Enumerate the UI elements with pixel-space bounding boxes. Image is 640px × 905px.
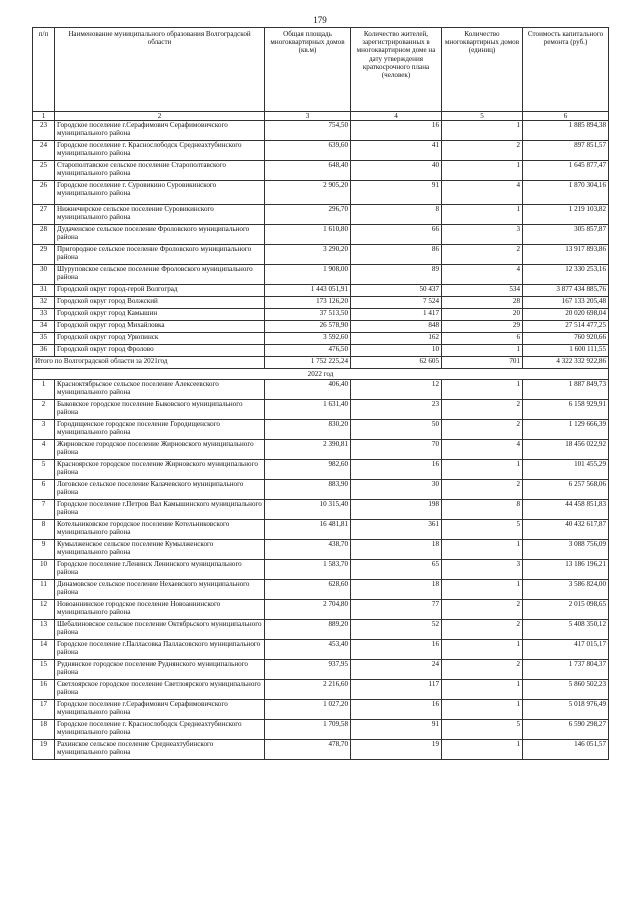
total-cost: 4 322 332 922,86 — [523, 357, 609, 369]
row-houses: 28 — [442, 297, 523, 309]
table-row — [33, 265, 609, 285]
row-area: 1 908,00 — [265, 265, 351, 285]
row-cost: 3 088 756,09 — [523, 540, 609, 560]
row-name: Старополтавское сельское поселение Старополтавского муниципального района — [55, 161, 265, 181]
row-cost: 1 870 304,16 — [523, 181, 609, 205]
row-houses: 2 — [442, 660, 523, 680]
row-residents: 86 — [351, 245, 442, 265]
row-residents: 16 — [351, 640, 442, 660]
row-residents: 18 — [351, 580, 442, 600]
row-name: Городское поселение г. Краснослободск Среднеахтубинского муниципального района — [55, 720, 265, 740]
row-name: Городское поселение г.Палласовка Палласовского муниципального района — [55, 640, 265, 660]
row-name: Городское поселение г.Петров Вал Камышинского муниципального района — [55, 500, 265, 520]
row-houses: 29 — [442, 321, 523, 333]
row-cost: 13 917 893,86 — [523, 245, 609, 265]
row-area: 10 315,40 — [265, 500, 351, 520]
header-houses: Количество многоквартирных домов (единиц) — [442, 28, 523, 112]
row-index: 26 — [33, 181, 55, 205]
row-residents: 8 — [351, 205, 442, 225]
header-row — [33, 28, 609, 112]
row-residents: 24 — [351, 660, 442, 680]
row-houses: 3 — [442, 225, 523, 245]
row-area: 2 704,80 — [265, 600, 351, 620]
row-index: 33 — [33, 309, 55, 321]
row-name: Рахинское сельское поселение Среднеахтубинского муниципального района — [55, 740, 265, 760]
row-cost: 44 458 851,83 — [523, 500, 609, 520]
row-index: 8 — [33, 520, 55, 540]
table-row — [33, 181, 609, 205]
row-name: Красноктябрьское сельское поселение Алексеевского муниципального района — [55, 380, 265, 400]
row-residents: 30 — [351, 480, 442, 500]
table-row — [33, 321, 609, 333]
row-name: Шуруповское сельское поселение Фроловского муниципального района — [55, 265, 265, 285]
row-area: 296,70 — [265, 205, 351, 225]
row-area: 1 027,20 — [265, 700, 351, 720]
table-row — [33, 720, 609, 740]
row-area: 883,90 — [265, 480, 351, 500]
column-number: 4 — [351, 112, 442, 121]
row-residents: 16 — [351, 460, 442, 480]
row-area: 453,40 — [265, 640, 351, 660]
row-area: 2 216,60 — [265, 680, 351, 700]
row-houses: 4 — [442, 440, 523, 460]
row-area: 3 592,60 — [265, 333, 351, 345]
row-houses: 534 — [442, 285, 523, 297]
row-index: 35 — [33, 333, 55, 345]
row-name: Жирновское городское поселение Жирновского муниципального района — [55, 440, 265, 460]
row-cost: 18 456 022,92 — [523, 440, 609, 460]
row-index: 23 — [33, 121, 55, 141]
table-row — [33, 225, 609, 245]
row-cost: 417 015,17 — [523, 640, 609, 660]
row-name: Пригородное сельское поселение Фроловского муниципального района — [55, 245, 265, 265]
row-cost: 1 129 666,39 — [523, 420, 609, 440]
row-houses: 1 — [442, 540, 523, 560]
table-row — [33, 500, 609, 520]
row-houses: 4 — [442, 265, 523, 285]
column-number: 1 — [33, 112, 55, 121]
row-houses: 1 — [442, 121, 523, 141]
row-name: Городское поселение г. Суровикино Суровикинского муниципального района — [55, 181, 265, 205]
row-area: 1 443 051,91 — [265, 285, 351, 297]
table-row — [33, 297, 609, 309]
row-index: 6 — [33, 480, 55, 500]
row-name: Городской округ город Камышин — [55, 309, 265, 321]
row-residents: 18 — [351, 540, 442, 560]
row-houses: 2 — [442, 620, 523, 640]
table-row — [33, 245, 609, 265]
row-houses: 1 — [442, 580, 523, 600]
row-cost: 6 590 298,27 — [523, 720, 609, 740]
header-residents: Количество жителей, зарегистрированных в многоквартирном доме на дату утверждения краткосрочного плана (человек) — [351, 28, 442, 112]
table-row — [33, 680, 609, 700]
row-index: 7 — [33, 500, 55, 520]
row-name: Быковское городское поселение Быковского муниципального района — [55, 400, 265, 420]
row-houses: 8 — [442, 500, 523, 520]
row-residents: 117 — [351, 680, 442, 700]
row-index: 15 — [33, 660, 55, 680]
row-index: 29 — [33, 245, 55, 265]
row-cost: 146 051,57 — [523, 740, 609, 760]
table-row — [33, 420, 609, 440]
row-residents: 91 — [351, 181, 442, 205]
row-area: 639,60 — [265, 141, 351, 161]
row-area: 648,40 — [265, 161, 351, 181]
row-houses: 2 — [442, 141, 523, 161]
row-residents: 848 — [351, 321, 442, 333]
row-name: Городское поселение г.Серафимович Серафимовичского муниципального района — [55, 121, 265, 141]
row-cost: 760 920,66 — [523, 333, 609, 345]
row-name: Городское поселение г.Серафимович Серафимовичского муниципального района — [55, 700, 265, 720]
table-row — [33, 205, 609, 225]
row-index: 13 — [33, 620, 55, 640]
column-number: 6 — [523, 112, 609, 121]
row-index: 34 — [33, 321, 55, 333]
row-residents: 89 — [351, 265, 442, 285]
row-residents: 1 417 — [351, 309, 442, 321]
row-cost: 167 133 205,48 — [523, 297, 609, 309]
row-houses: 6 — [442, 333, 523, 345]
rows-2021 — [33, 121, 609, 357]
header-name: Наименование муниципального образования Волгоградской области — [55, 28, 265, 112]
row-index: 24 — [33, 141, 55, 161]
row-index: 16 — [33, 680, 55, 700]
row-name: Городской округ город Волжский — [55, 297, 265, 309]
table-row — [33, 660, 609, 680]
row-index: 25 — [33, 161, 55, 181]
table-row — [33, 440, 609, 460]
row-name: Динамовское сельское поселение Нехаевского муниципального района — [55, 580, 265, 600]
total-2021-row — [33, 357, 609, 369]
table-row — [33, 620, 609, 640]
table-row — [33, 400, 609, 420]
table-row — [33, 460, 609, 480]
row-houses: 2 — [442, 420, 523, 440]
row-residents: 19 — [351, 740, 442, 760]
row-area: 37 513,50 — [265, 309, 351, 321]
column-number-row — [33, 112, 609, 121]
row-cost: 6 257 568,06 — [523, 480, 609, 500]
column-number: 5 — [442, 112, 523, 121]
row-residents: 361 — [351, 520, 442, 540]
row-cost: 20 020 698,04 — [523, 309, 609, 321]
row-houses: 1 — [442, 640, 523, 660]
row-name: Городской округ город Урюпинск — [55, 333, 265, 345]
table-row — [33, 640, 609, 660]
header-cost: Стоимость капитального ремонта (руб.) — [523, 28, 609, 112]
row-index: 18 — [33, 720, 55, 740]
row-houses: 1 — [442, 161, 523, 181]
row-index: 1 — [33, 380, 55, 400]
row-cost: 27 514 477,25 — [523, 321, 609, 333]
row-area: 2 905,20 — [265, 181, 351, 205]
row-cost: 3 877 434 885,76 — [523, 285, 609, 297]
row-index: 11 — [33, 580, 55, 600]
row-area: 889,20 — [265, 620, 351, 640]
row-cost: 40 432 617,87 — [523, 520, 609, 540]
row-residents: 198 — [351, 500, 442, 520]
row-index: 28 — [33, 225, 55, 245]
row-area: 1 709,58 — [265, 720, 351, 740]
row-index: 2 — [33, 400, 55, 420]
row-residents: 91 — [351, 720, 442, 740]
rows-2022 — [33, 380, 609, 760]
total-label: Итого по Волгоградской области за 2021год — [33, 357, 265, 369]
row-cost: 5 018 976,49 — [523, 700, 609, 720]
row-index: 4 — [33, 440, 55, 460]
row-residents: 7 524 — [351, 297, 442, 309]
row-cost: 2 015 098,65 — [523, 600, 609, 620]
row-cost: 897 851,57 — [523, 141, 609, 161]
row-residents: 16 — [351, 700, 442, 720]
row-index: 31 — [33, 285, 55, 297]
row-houses: 1 — [442, 460, 523, 480]
table-row — [33, 309, 609, 321]
row-residents: 16 — [351, 121, 442, 141]
total-area: 1 752 225,24 — [265, 357, 351, 369]
row-name: Городской округ город Фролово — [55, 345, 265, 357]
row-index: 3 — [33, 420, 55, 440]
row-index: 5 — [33, 460, 55, 480]
row-index: 17 — [33, 700, 55, 720]
row-name: Котельниковское городское поселение Котельниковского муниципального района — [55, 520, 265, 540]
row-cost: 305 857,87 — [523, 225, 609, 245]
row-index: 27 — [33, 205, 55, 225]
row-area: 406,40 — [265, 380, 351, 400]
row-residents: 66 — [351, 225, 442, 245]
row-residents: 50 437 — [351, 285, 442, 297]
row-name: Городское поселение г.Ленинск Ленинского муниципального района — [55, 560, 265, 580]
page-number: 179 — [313, 15, 327, 25]
row-name: Светлоярское городское поселение Светлоярского муниципального района — [55, 680, 265, 700]
table-row — [33, 333, 609, 345]
row-residents: 162 — [351, 333, 442, 345]
capital-repair-table — [32, 27, 609, 760]
table-row — [33, 121, 609, 141]
row-name: Руднянское городское поселение Руднянского муниципального района — [55, 660, 265, 680]
table-row — [33, 580, 609, 600]
header-area: Общая площадь многоквартирных домов (кв.м) — [265, 28, 351, 112]
row-residents: 40 — [351, 161, 442, 181]
row-cost: 6 158 929,91 — [523, 400, 609, 420]
row-cost: 1 645 877,47 — [523, 161, 609, 181]
total-residents: 62 605 — [351, 357, 442, 369]
table-row — [33, 380, 609, 400]
row-name: Городской округ город-герой Волгоград — [55, 285, 265, 297]
row-residents: 12 — [351, 380, 442, 400]
row-area: 173 126,20 — [265, 297, 351, 309]
row-index: 36 — [33, 345, 55, 357]
row-area: 937,95 — [265, 660, 351, 680]
row-residents: 23 — [351, 400, 442, 420]
row-name: Кумылженское сельское поселение Кумылженского муниципального района — [55, 540, 265, 560]
table-row — [33, 345, 609, 357]
row-residents: 50 — [351, 420, 442, 440]
row-cost: 1 600 111,55 — [523, 345, 609, 357]
table-row — [33, 161, 609, 181]
row-residents: 41 — [351, 141, 442, 161]
row-name: Шебалиновское сельское поселение Октябрьского муниципального района — [55, 620, 265, 640]
row-houses: 1 — [442, 345, 523, 357]
row-area: 1 631,40 — [265, 400, 351, 420]
row-area: 982,60 — [265, 460, 351, 480]
table-row — [33, 740, 609, 760]
row-index: 19 — [33, 740, 55, 760]
row-area: 628,60 — [265, 580, 351, 600]
row-index: 32 — [33, 297, 55, 309]
row-houses: 5 — [442, 520, 523, 540]
row-area: 2 390,81 — [265, 440, 351, 460]
row-houses: 20 — [442, 309, 523, 321]
row-cost: 1 887 849,73 — [523, 380, 609, 400]
row-cost: 1 219 103,82 — [523, 205, 609, 225]
column-number: 2 — [55, 112, 265, 121]
header-index: п/п — [33, 28, 55, 112]
row-houses: 2 — [442, 480, 523, 500]
row-area: 26 578,90 — [265, 321, 351, 333]
row-area: 1 583,70 — [265, 560, 351, 580]
row-residents: 10 — [351, 345, 442, 357]
row-name: Новоаннинское городское поселение Новоаннинского муниципального района — [55, 600, 265, 620]
row-houses: 2 — [442, 600, 523, 620]
row-index: 12 — [33, 600, 55, 620]
row-name: Городищенское городское поселение Городищенского муниципального района — [55, 420, 265, 440]
row-residents: 52 — [351, 620, 442, 640]
row-cost: 1 737 804,37 — [523, 660, 609, 680]
row-residents: 70 — [351, 440, 442, 460]
row-area: 754,50 — [265, 121, 351, 141]
row-houses: 5 — [442, 720, 523, 740]
row-name: Нижнечирское сельское поселение Суровикинского муниципального района — [55, 205, 265, 225]
row-cost: 13 186 196,21 — [523, 560, 609, 580]
column-number: 3 — [265, 112, 351, 121]
total-houses: 701 — [442, 357, 523, 369]
row-name: Дудаченское сельское поселение Фроловского муниципального района — [55, 225, 265, 245]
row-residents: 77 — [351, 600, 442, 620]
row-cost: 1 885 894,38 — [523, 121, 609, 141]
row-houses: 1 — [442, 700, 523, 720]
table-row — [33, 540, 609, 560]
row-houses: 3 — [442, 560, 523, 580]
table-row — [33, 700, 609, 720]
row-area: 478,70 — [265, 740, 351, 760]
row-cost: 12 330 253,16 — [523, 265, 609, 285]
row-name: Логовское сельское поселение Калачевского муниципального района — [55, 480, 265, 500]
row-houses: 2 — [442, 245, 523, 265]
table-row — [33, 141, 609, 161]
row-residents: 65 — [351, 560, 442, 580]
table-row — [33, 285, 609, 297]
row-index: 9 — [33, 540, 55, 560]
row-area: 16 481,81 — [265, 520, 351, 540]
year-2022-row — [33, 369, 609, 380]
row-area: 1 610,80 — [265, 225, 351, 245]
table-row — [33, 560, 609, 580]
table-row — [33, 480, 609, 500]
row-area: 438,70 — [265, 540, 351, 560]
row-area: 3 290,20 — [265, 245, 351, 265]
table-row — [33, 600, 609, 620]
row-area: 476,50 — [265, 345, 351, 357]
year-2022-label: 2022 год — [33, 369, 609, 380]
row-houses: 4 — [442, 181, 523, 205]
row-houses: 1 — [442, 380, 523, 400]
row-cost: 5 408 350,12 — [523, 620, 609, 640]
row-area: 830,20 — [265, 420, 351, 440]
row-houses: 1 — [442, 205, 523, 225]
row-name: Городское поселение г. Краснослободск Среднеахтубинского муниципального района — [55, 141, 265, 161]
row-houses: 1 — [442, 740, 523, 760]
row-index: 14 — [33, 640, 55, 660]
row-name: Красноярское городское поселение Жирновского муниципального района — [55, 460, 265, 480]
row-houses: 1 — [442, 680, 523, 700]
row-name: Городской округ город Михайловка — [55, 321, 265, 333]
row-cost: 5 860 502,23 — [523, 680, 609, 700]
row-index: 30 — [33, 265, 55, 285]
row-houses: 2 — [442, 400, 523, 420]
row-index: 10 — [33, 560, 55, 580]
table-row — [33, 520, 609, 540]
row-cost: 101 455,29 — [523, 460, 609, 480]
row-cost: 3 586 824,00 — [523, 580, 609, 600]
